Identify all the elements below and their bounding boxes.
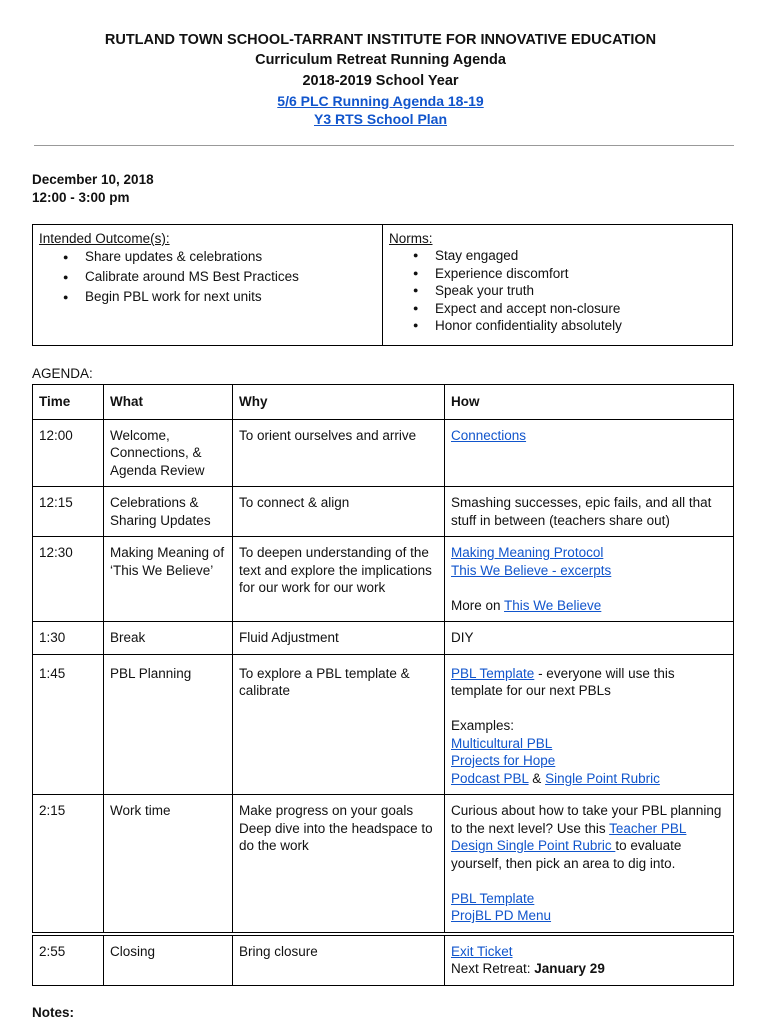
cell-how: PBL Template - everyone will use this template for our next PBLs Examples: Multicultural PBL Projects for Hope Podcast PBL & Single Point Rubric: [445, 654, 734, 795]
list-item: ● Honor confidentiality absolutely: [413, 317, 726, 335]
table-row: [33, 487, 734, 537]
school-year: 2018-2019 School Year: [302, 73, 459, 89]
school-plan-link[interactable]: Y3 RTS School Plan: [313, 111, 448, 127]
meeting-time: 12:00 - 3:00 pm: [32, 190, 130, 205]
table-row: [33, 934, 734, 986]
meeting-datetime: [32, 171, 154, 207]
document-header: [0, 0, 761, 128]
list-item: ● Speak your truth: [413, 282, 726, 300]
col-header-what: What: [104, 385, 233, 420]
this-we-believe-excerpts-link[interactable]: This We Believe - excerpts: [451, 562, 612, 578]
cell-how: [445, 419, 734, 487]
cell-what: Work time: [104, 795, 233, 934]
outcomes-section: [33, 225, 383, 345]
outcomes-title: Intended Outcome(s):: [39, 231, 170, 246]
cell-time: 12:00: [33, 419, 104, 487]
list-item: ● Share updates & celebrations: [63, 247, 376, 267]
cell-why: Make progress on your goals Deep dive into the headspace to do the work: [233, 795, 445, 934]
projects-for-hope-link[interactable]: Projects for Hope: [451, 753, 556, 768]
teacher-pbl-rubric-link[interactable]: Teacher PBL Design Single Point Rubric: [451, 820, 687, 853]
list-item: ● Begin PBL work for next units: [63, 287, 376, 307]
norms-title: Norms:: [389, 231, 433, 246]
col-header-time: Time: [33, 385, 104, 420]
outcomes-list: [63, 247, 376, 307]
list-item: ● Experience discomfort: [413, 265, 726, 283]
single-point-rubric-link[interactable]: Single Point Rubric: [545, 770, 660, 786]
list-item: ● Calibrate around MS Best Practices: [63, 267, 376, 287]
cell-time: 12:15: [33, 487, 104, 537]
podcast-pbl-link[interactable]: Podcast PBL: [451, 770, 529, 786]
cell-time: 2:55: [33, 934, 104, 986]
norms-list: [413, 247, 726, 335]
cell-why: To explore a PBL template & calibrate: [233, 654, 445, 795]
col-header-why: Why: [233, 385, 445, 420]
header-divider: [34, 145, 734, 146]
cell-why: Bring closure: [233, 934, 445, 986]
agenda-label: AGENDA:: [32, 366, 93, 381]
cell-what: Making Meaning of ‘This We Believe’: [104, 537, 233, 622]
doc-title: Curriculum Retreat Running Agenda: [255, 52, 506, 68]
cell-how: Curious about how to take your PBL planning to the next level? Use this Teacher PBL Design Single Point Rubric to evaluate yourself, then pick an area to dig into. PBL Template ProjBL PD Menu: [445, 795, 734, 934]
cell-what: Welcome, Connections, & Agenda Review: [104, 419, 233, 487]
connections-link[interactable]: Connections: [451, 427, 527, 443]
examples-label: Examples:: [451, 718, 515, 733]
table-row: [33, 622, 734, 655]
cell-how: [445, 537, 734, 622]
notes-label: Notes:: [32, 1005, 75, 1020]
table-row: [33, 537, 734, 622]
table-row: [33, 419, 734, 487]
cell-how: Exit Ticket Next Retreat: January 29: [445, 934, 734, 986]
outcomes-norms-box: [32, 224, 733, 346]
pbl-template-link[interactable]: PBL Template: [451, 665, 535, 681]
cell-why: Fluid Adjustment: [233, 622, 445, 655]
projbl-pd-menu-link[interactable]: ProjBL PD Menu: [451, 908, 552, 923]
cell-why: To connect & align: [233, 487, 445, 537]
meeting-date: December 10, 2018: [32, 172, 154, 187]
org-title: RUTLAND TOWN SCHOOL-TARRANT INSTITUTE FOR INNOVATIVE EDUCATION: [104, 32, 657, 48]
cell-what: Break: [104, 622, 233, 655]
pbl-template-link-2[interactable]: PBL Template: [451, 890, 535, 906]
cell-how: DIY: [445, 622, 734, 655]
cell-time: 12:30: [33, 537, 104, 622]
cell-time: 2:15: [33, 795, 104, 934]
plc-agenda-link[interactable]: 5/6 PLC Running Agenda 18-19: [277, 93, 484, 109]
cell-what: PBL Planning: [104, 654, 233, 795]
exit-ticket-link[interactable]: Exit Ticket: [451, 943, 513, 959]
norms-section: [383, 225, 732, 345]
cell-why: To deepen understanding of the text and explore the implications for our work for our work: [233, 537, 445, 622]
cell-time: 1:30: [33, 622, 104, 655]
next-retreat-date: January 29: [534, 961, 605, 976]
agenda-table: [32, 384, 734, 986]
cell-what: Celebrations & Sharing Updates: [104, 487, 233, 537]
cell-what: Closing: [104, 934, 233, 986]
cell-how: Smashing successes, epic fails, and all that stuff in between (teachers share out): [445, 487, 734, 537]
list-item: ● Expect and accept non-closure: [413, 300, 726, 318]
list-item: ● Stay engaged: [413, 247, 726, 265]
table-row: [33, 654, 734, 795]
col-header-how: How: [445, 385, 734, 420]
cell-time: 1:45: [33, 654, 104, 795]
this-we-believe-link[interactable]: This We Believe: [504, 597, 602, 613]
cell-why: To orient ourselves and arrive: [233, 419, 445, 487]
more-on-label: More on: [451, 597, 505, 613]
table-row: [33, 795, 734, 934]
table-header-row: [33, 385, 734, 420]
making-meaning-protocol-link[interactable]: Making Meaning Protocol: [451, 545, 604, 560]
multicultural-pbl-link[interactable]: Multicultural PBL: [451, 735, 553, 751]
